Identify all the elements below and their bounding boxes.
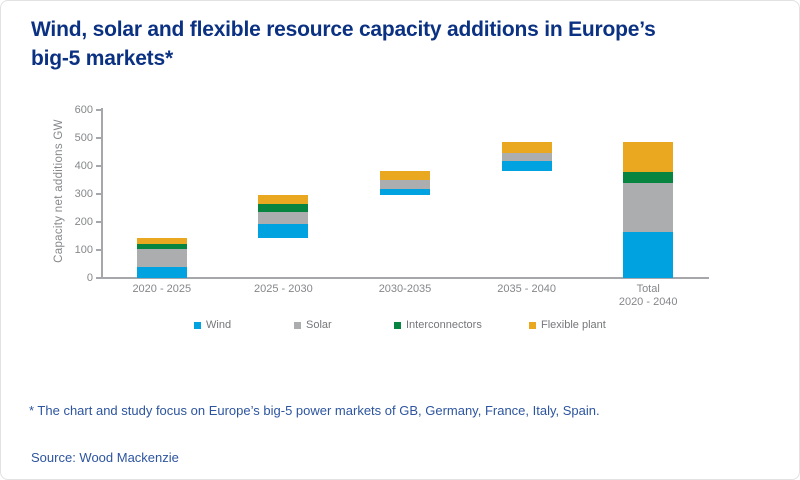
x-category-label: 2020 - 2025 (132, 283, 192, 295)
x-category-label: 2035 - 2040 (497, 283, 556, 295)
bar-segment-solar (137, 249, 187, 267)
y-tick-label: 500 (74, 132, 93, 144)
bar-segment-interconnectors (623, 172, 673, 183)
y-tick-mark (96, 165, 102, 167)
bar-segment-wind (137, 267, 187, 278)
legend-swatch-wind (194, 322, 201, 329)
legend-swatch-solar (294, 322, 301, 329)
legend-label: Flexible plant (541, 319, 606, 331)
bar-segment-wind (380, 189, 430, 195)
footnote: * The chart and study focus on Europe’s big-5 power markets of GB, Germany, France, Italy, Spain. (29, 403, 600, 418)
bar-segment-flexible-plant (623, 142, 673, 171)
bar-segment-wind (502, 161, 552, 171)
bar-segment-wind (623, 232, 673, 278)
page-title-line2: big-5 markets* (31, 47, 173, 70)
y-tick-mark (96, 137, 102, 139)
legend-item-flexible-plant (529, 318, 606, 332)
y-tick-mark (96, 249, 102, 251)
y-tick-label: 0 (86, 272, 93, 284)
y-axis-title: Capacity net additions GW (53, 119, 65, 263)
bar-segment-flexible-plant (502, 142, 552, 153)
y-tick-mark (96, 193, 102, 195)
bar-segment-solar (380, 180, 430, 189)
bar-segment-flexible-plant (258, 195, 308, 204)
bar-segment-wind (258, 224, 308, 238)
y-tick-label: 400 (74, 160, 93, 172)
bar-segment-interconnectors (137, 244, 187, 249)
capacity-additions-chart (1, 96, 800, 346)
x-category-label: 2025 - 2030 (254, 283, 313, 295)
bar-segment-solar (502, 153, 552, 161)
legend-label: Solar (306, 319, 332, 331)
legend-swatch-interconnectors (394, 322, 401, 329)
y-tick-label: 600 (74, 104, 93, 116)
legend-swatch-flexible-plant (529, 322, 536, 329)
y-tick-label: 200 (74, 216, 93, 228)
y-tick-mark (96, 109, 102, 111)
legend-label: Wind (206, 319, 232, 331)
x-category-label: 2030-2035 (378, 283, 432, 295)
legend-item-wind (194, 318, 231, 332)
bar-segment-solar (623, 183, 673, 232)
legend-item-interconnectors (394, 318, 482, 332)
source-credit: Source: Wood Mackenzie (31, 450, 179, 465)
bar-segment-interconnectors (258, 204, 308, 212)
y-tick-mark (96, 221, 102, 223)
bar-segment-flexible-plant (137, 238, 187, 244)
y-tick-label: 100 (74, 244, 93, 256)
x-category-label: Total (636, 283, 660, 295)
page-title (31, 15, 751, 73)
page-title-line1: Wind, solar and flexible resource capacity additions in Europe’s (31, 18, 656, 41)
y-tick-label: 300 (74, 188, 93, 200)
y-tick-mark (96, 277, 102, 279)
x-category-label: 2020 - 2040 (618, 296, 678, 308)
x-axis-baseline (101, 277, 709, 279)
legend-label: Interconnectors (406, 319, 482, 331)
bar-segment-solar (258, 212, 308, 225)
bar-segment-flexible-plant (380, 171, 430, 181)
legend-item-solar (294, 318, 332, 332)
